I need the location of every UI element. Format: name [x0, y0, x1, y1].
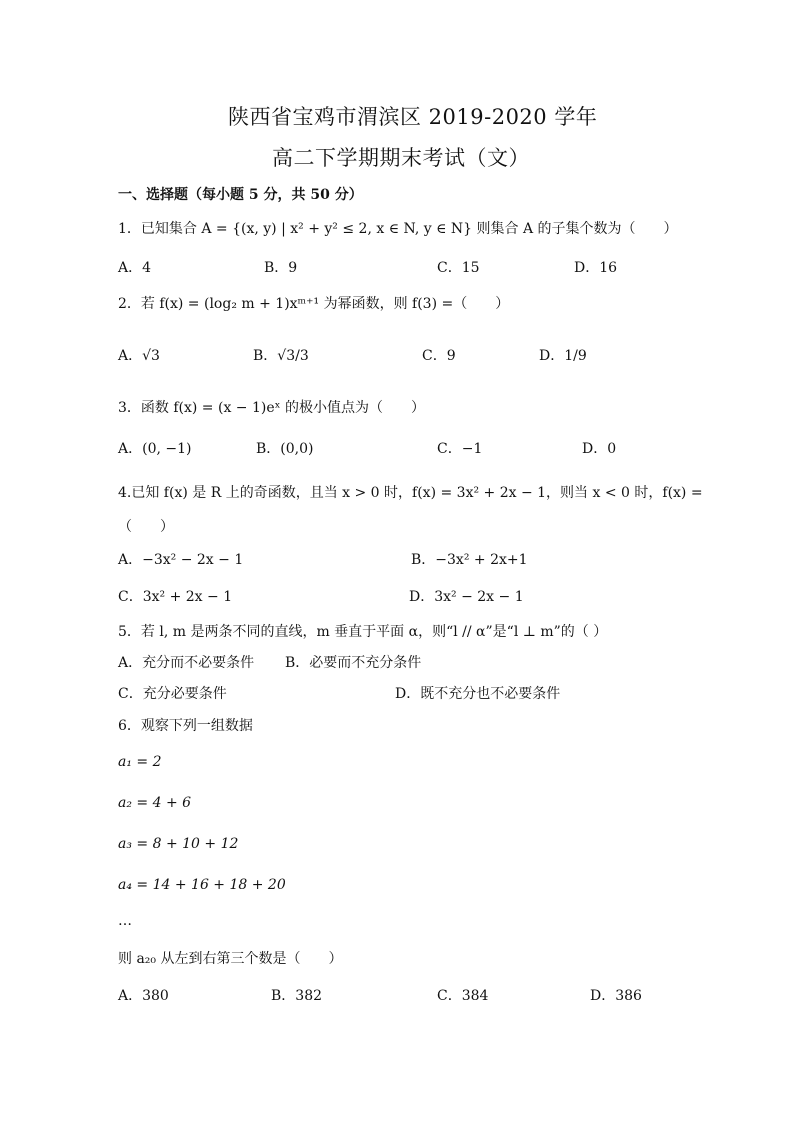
question-6-option-b: B．382 — [271, 988, 323, 1004]
question-4-option-d: D．3x² − 2x − 1 — [409, 589, 524, 605]
question-3-option-a: A．(0, −1) — [118, 441, 192, 457]
question-4-stem: 4.已知 f(x) 是 R 上的奇函数，且当 x > 0 时，f(x) = 3x² + 2x − 1，则当 x < 0 时，f(x) = — [118, 485, 703, 501]
question-6-ask: 则 a₂₀ 从左到右第三个数是（ ） — [118, 951, 343, 967]
question-3-option-b: B．(0,0) — [256, 441, 314, 457]
sequence-ellipsis: … — [118, 913, 132, 929]
question-3-option-d: D．0 — [582, 441, 617, 457]
question-3-stem: 3．函数 f(x) = (x − 1)eˣ 的极小值点为（ ） — [118, 400, 426, 416]
question-4-option-c: C．3x² + 2x − 1 — [118, 589, 233, 605]
question-5-option-c: C．充分必要条件 — [118, 686, 227, 702]
sequence-row-3: a₃ = 8 + 10 + 12 — [118, 836, 239, 852]
question-1-option-b: B．9 — [264, 260, 298, 276]
question-2-option-c: C．9 — [422, 348, 456, 364]
question-5-option-b: B．必要而不充分条件 — [285, 655, 422, 671]
question-5-option-a: A．充分而不必要条件 — [118, 655, 255, 671]
title-line-2: 高二下学期期末考试（文） — [272, 146, 530, 170]
question-4-option-a: A．−3x² − 2x − 1 — [118, 552, 244, 568]
sequence-row-4: a₄ = 14 + 16 + 18 + 20 — [118, 877, 286, 893]
question-6-option-a: A．380 — [118, 988, 169, 1004]
question-1-option-a: A．4 — [118, 260, 152, 276]
question-1-stem: 1．已知集合 A = {(x, y) | x² + y² ≤ 2, x ∈ N, y ∈ N} 则集合 A 的子集个数为（ ） — [118, 221, 678, 237]
question-4-option-b: B．−3x² + 2x+1 — [411, 552, 528, 568]
question-2-option-a: A．√3 — [118, 348, 160, 364]
sequence-row-1: a₁ = 2 — [118, 754, 162, 770]
question-6-stem: 6．观察下列一组数据 — [118, 718, 253, 734]
question-5-option-d: D．既不充分也不必要条件 — [395, 686, 561, 702]
question-2-option-d: D．1/9 — [539, 348, 587, 364]
question-4-stem-continued: （ ） — [118, 519, 174, 535]
question-2-option-b: B．√3/3 — [253, 348, 309, 364]
question-1-option-c: C．15 — [437, 260, 480, 276]
sequence-row-2: a₂ = 4 + 6 — [118, 795, 192, 811]
question-3-option-c: C．−1 — [437, 441, 483, 457]
question-1-option-d: D．16 — [574, 260, 618, 276]
question-6-option-c: C．384 — [437, 988, 489, 1004]
question-2-stem: 2．若 f(x) = (log₂ m + 1)xᵐ⁺¹ 为幂函数，则 f(3) =（ ） — [118, 296, 510, 312]
section-heading: 一、选择题（每小题 5 分，共 50 分） — [118, 187, 363, 203]
question-6-option-d: D．386 — [590, 988, 642, 1004]
question-5-stem: 5．若 l, m 是两条不同的直线，m 垂直于平面 α，则“l // α”是“l ⊥ m”的（ ） — [118, 624, 608, 640]
title-line-1: 陕西省宝鸡市渭滨区 2019-2020 学年 — [228, 105, 598, 129]
